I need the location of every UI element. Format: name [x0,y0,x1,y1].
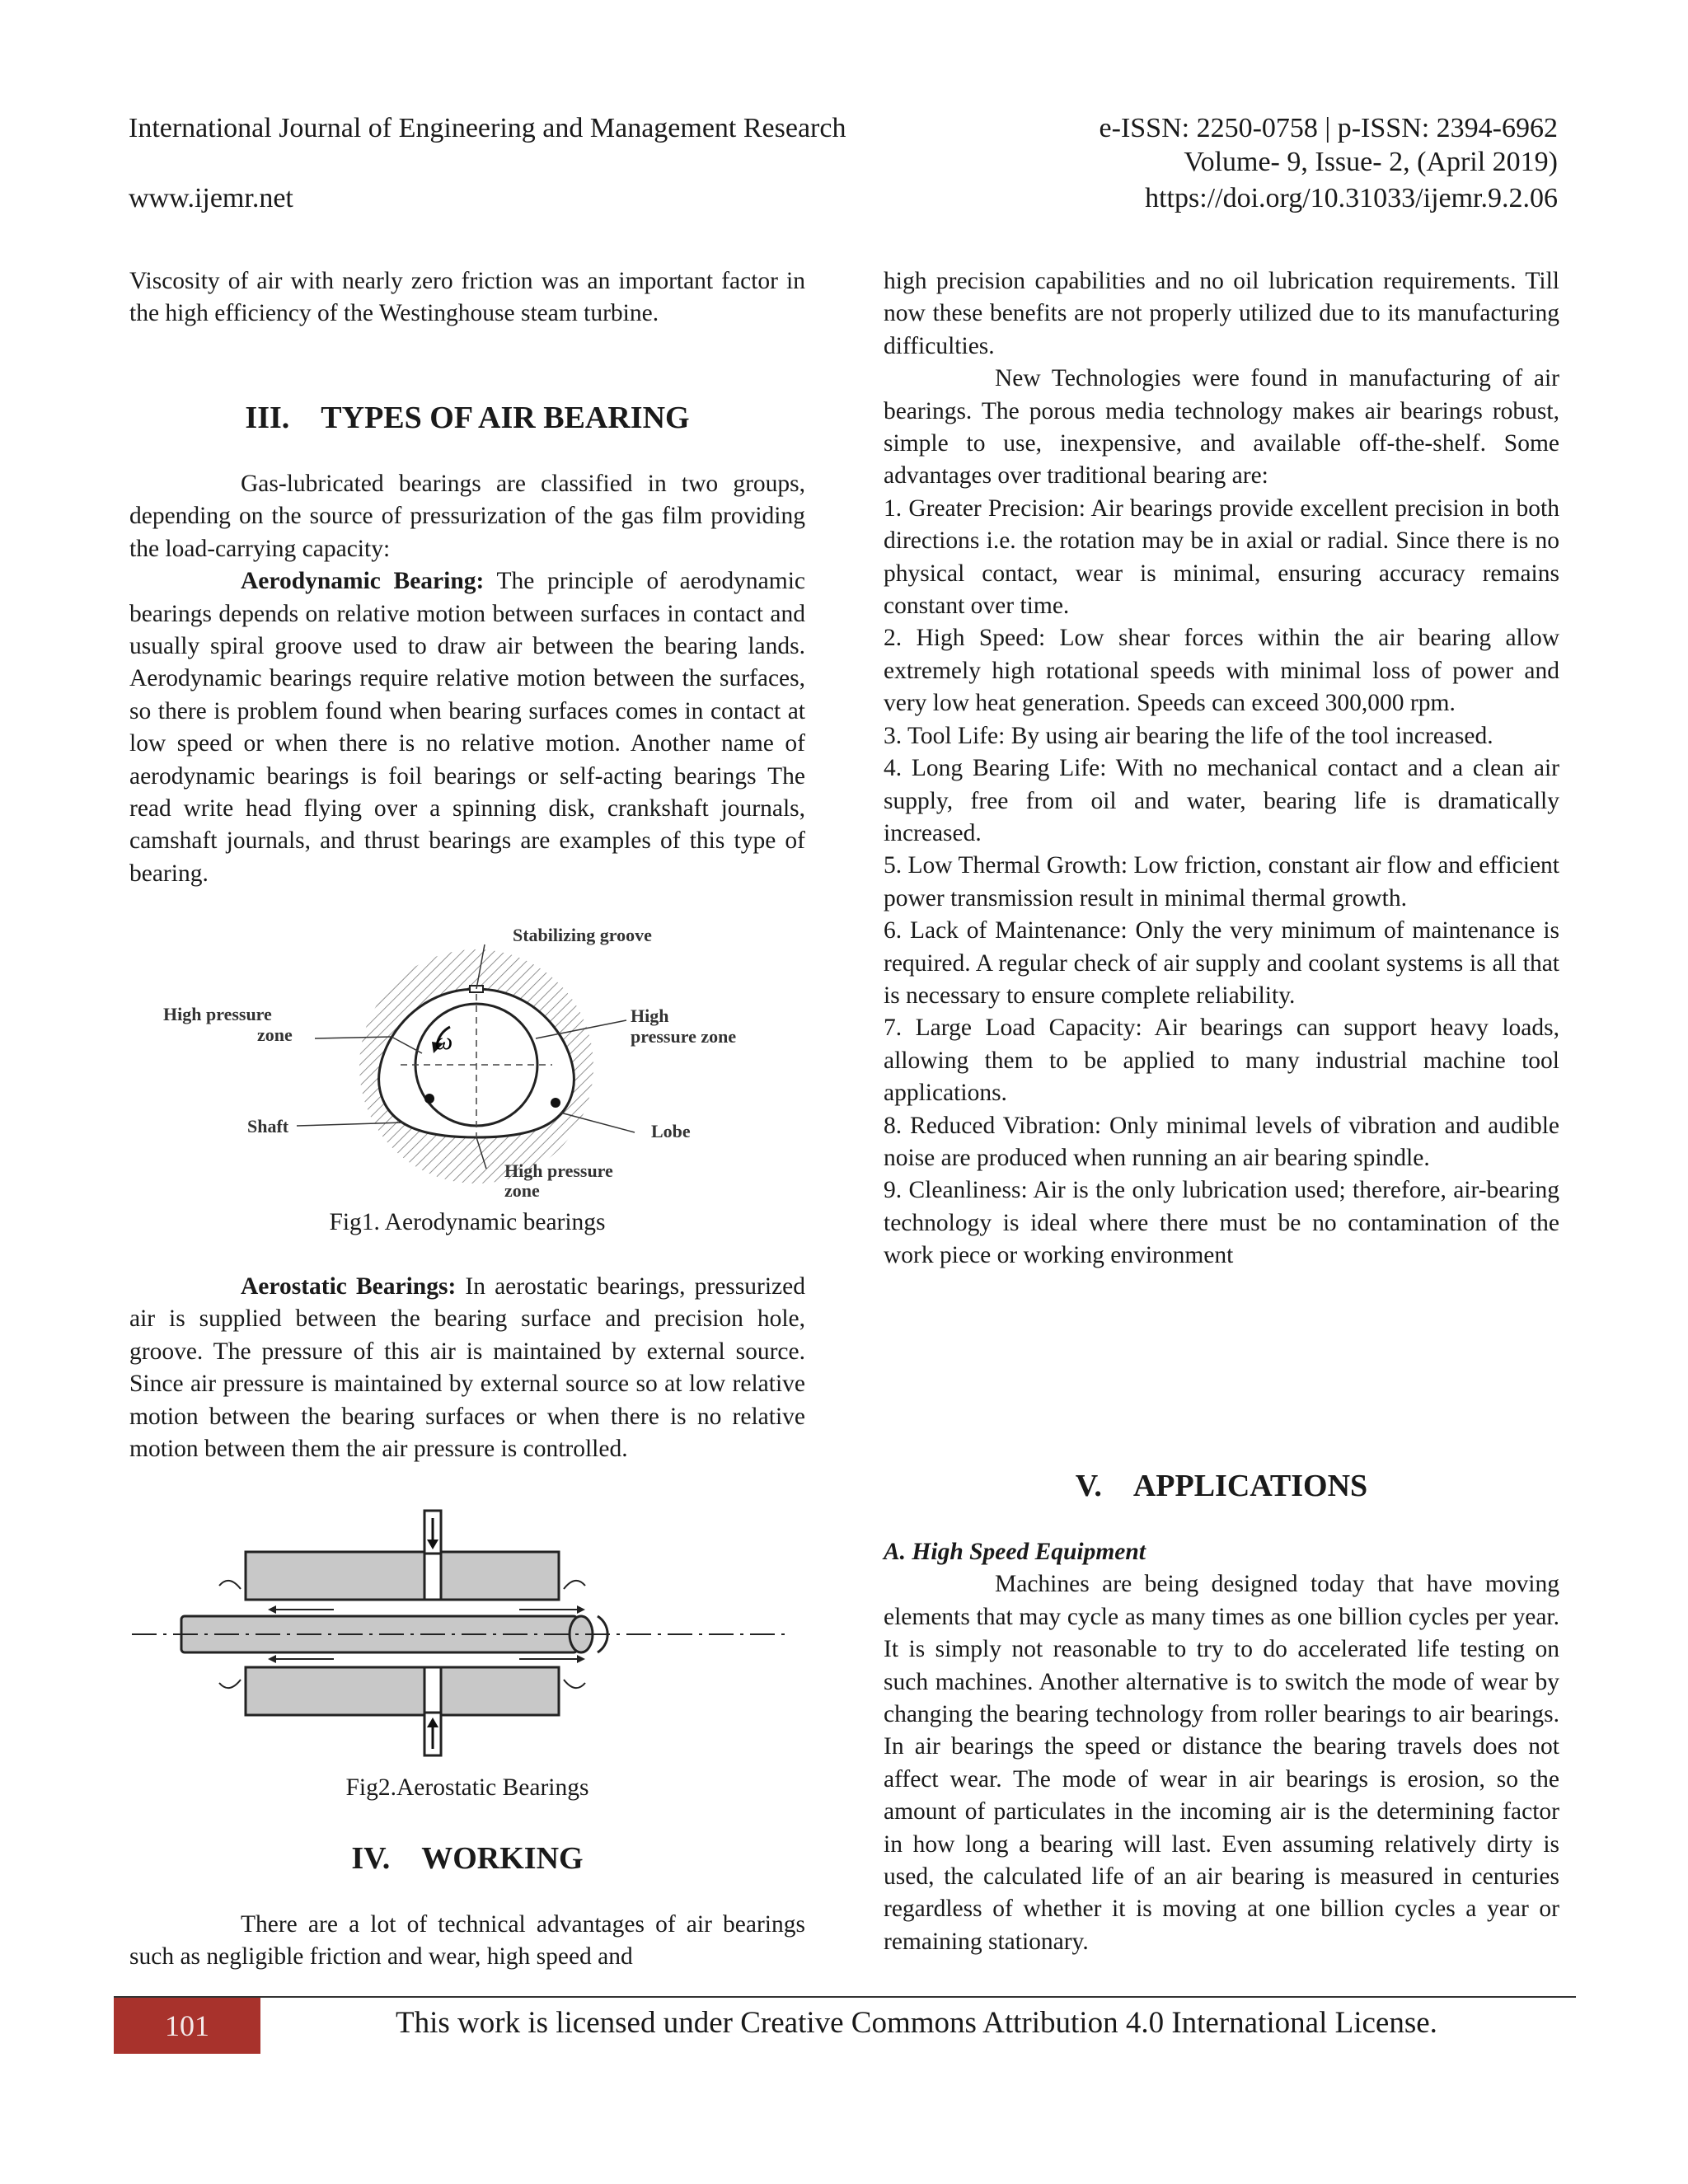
pressure-dot [424,1094,434,1104]
doi-link[interactable]: https://doi.org/10.31033/ijemr.9.2.06 [1145,183,1558,213]
aerodynamic-bearing-figure [157,921,791,1210]
aerostatic-body [129,1271,805,1465]
issn: e-ISSN: 2250-0758 | p-ISSN: 2394-6962 [1099,113,1558,143]
aerostatic-paragraph [129,1271,805,1465]
hp-zone-right-label-1: High [631,1005,669,1026]
page-number: 101 [114,1998,260,2054]
aerostatic-term: Aerostatic Bearings: [241,1273,457,1300]
journal-website[interactable]: www.ijemr.net [129,183,293,213]
advantage-item: 6. Lack of Maintenance: Only the very minimum of maintenance is required. A regular check of air supply and coolant systems is all that is necessary to ensure complete reliability. [884,917,1559,1009]
aerostatic-bearing-figure [132,1507,791,1762]
lobe-label: Lobe [651,1121,691,1141]
left-column [129,265,805,330]
advantage-item: 5. Low Thermal Growth: Low friction, constant air flow and efficient power transmission result in minimal thermal growth. [884,852,1559,912]
omega-label: ω [435,1028,453,1055]
continued-paragraph: high precision capabilities and no oil lubrication requirements. Till now these benefits are not properly utilized due to its manufacturing difficulties. [884,268,1559,359]
section-title: TYPES OF AIR BEARING [321,401,690,435]
volume-issue: Volume- 9, Issue- 2, (April 2019) [1184,147,1558,177]
advantage-item: 4. Long Bearing Life: With no mechanical contact and a clean air supply, free from oil and water, bearing life is dramatically increased. [884,755,1559,846]
hp-zone-left-label-1: High pressure [163,1004,272,1024]
advantage-item: 8. Reduced Vibration: Only minimal levels of vibration and audible noise are produced when running an air bearing spindle. [884,1112,1559,1171]
fig1-caption-wrap [129,1207,805,1239]
journal-title: International Journal of Engineering and Management Research [129,113,846,143]
intro-paragraph: Viscosity of air with nearly zero friction was an important factor in the high efficiency of the Westinghouse steam turbine. [129,268,805,327]
new-tech-paragraph: New Technologies were found in manufacturing of air bearings. The porous media technology makes air bearings robust, simple to use, inexpensive, and available off-the-shelf. Some advantages over traditional bearing are: [884,365,1559,490]
advantage-item: 1. Greater Precision: Air bearings provide excellent precision in both directions i.e. the rotation may be in axial or radial. Since there is no physical contact, wear is minimal, ensuring accuracy remains constant over time. [884,494,1559,620]
advantage-item: 7. Large Load Capacity: Air bearings can support heavy loads, allowing them to be applied to many industrial machine tool applications. [884,1015,1559,1107]
advantage-item: 3. Tool Life: By using air bearing the life of the tool increased. [884,722,1493,749]
aerostatic-text: In aerostatic bearings, pressurized air is supplied between the bearing surface and precision hole, groove. The pressure of this air is maintained by external source. Since air pressure is maintained by external source so at low relative motion between the bearing surfaces or when there is no relative motion between them the air pressure is controlled. [129,1273,805,1463]
section-number: IV. [351,1841,391,1876]
applications-body [884,1536,1559,1958]
section-3-heading [129,399,805,437]
working-paragraph: There are a lot of technical advantages of air bearings such as negligible friction and wear, high speed and [129,1911,805,1971]
aerodynamic-text: The principle of aerodynamic bearings depends on relative motion between surfaces in contact and usually spiral groove used to draw air between the bearing lands. Aerodynamic bearings require relative motion between the surfaces, so there is problem found when bearing surfaces comes in contact at low speed or when there is no relative motion. Another name of aerodynamic bearings is foil bearings or self-acting bearings The read write head flying over a spinning disk, crankshaft journals, camshaft journals, and thrust bearings are examples of this type of bearing. [129,568,805,887]
hp-zone-right-label-2: pressure zone [631,1026,737,1047]
lower-housing [246,1667,559,1715]
shaft-label: Shaft [247,1116,289,1137]
section-number: V. [1075,1469,1102,1503]
footer-rule [114,1996,1576,1998]
aerodynamic-paragraph [129,565,805,890]
advantage-item: 9. Cleanliness: Air is the only lubrication used; therefore, air-bearing technology is ideal where there must be no contamination of the work piece or working environment [884,1177,1559,1269]
hp-zone-bottom-label-2: zone [504,1180,540,1201]
license-notice[interactable]: This work is licensed under Creative Commons Attribution 4.0 International License. [396,2006,1437,2040]
section-5-heading [884,1467,1559,1505]
upper-housing [246,1552,559,1600]
subsection-a-heading: A. High Speed Equipment [884,1539,1146,1565]
advantage-item: 2. High Speed: Low shear forces within the air bearing allow extremely high rotational speeds with minimal loss of power and very low heat generation. Speeds can exceed 300,000 rpm. [884,625,1559,717]
right-column [884,265,1559,1272]
section-title: WORKING [421,1841,584,1876]
fig2-caption-wrap [129,1772,805,1804]
hp-zone-left-label-2: zone [257,1024,293,1045]
figure-2-caption: Fig2.Aerostatic Bearings [345,1774,589,1801]
aerodynamic-term: Aerodynamic Bearing: [241,568,485,595]
section-title: APPLICATIONS [1132,1469,1368,1503]
stabilizing-groove-label: Stabilizing groove [513,925,652,945]
hp-zone-bottom-label-1: High pressure [504,1160,613,1181]
high-speed-paragraph: Machines are being designed today that have moving elements that may cycle as many times as one billion cycles per year. It is simply not reasonable to try to do accelerated life testing on such machines. Another alternative is to switch the mode of wear by changing the bearing technology from roller bearings to air bearings. In air bearings the speed or distance the bearing travels does not affect wear. The mode of wear in air bearings is erosion, so the amount of particulates in the incoming air is the determining factor in how long a bearing will last. Even assuming relatively dirty is used, the calculated life of an air bearing is measured in centuries regardless of whether it is moving at one billion cycles a year or remaining stationary. [884,1571,1559,1955]
section-4-heading [129,1840,805,1877]
gas-paragraph: Gas-lubricated bearings are classified in two groups, depending on the source of pressurization of the gas film providing the load-carrying capacity: [129,471,805,562]
figure-1-caption: Fig1. Aerodynamic bearings [329,1209,606,1235]
section-number: III. [245,401,290,435]
pressure-dot [551,1098,560,1108]
types-body [129,468,805,890]
working-body [129,1909,805,1974]
